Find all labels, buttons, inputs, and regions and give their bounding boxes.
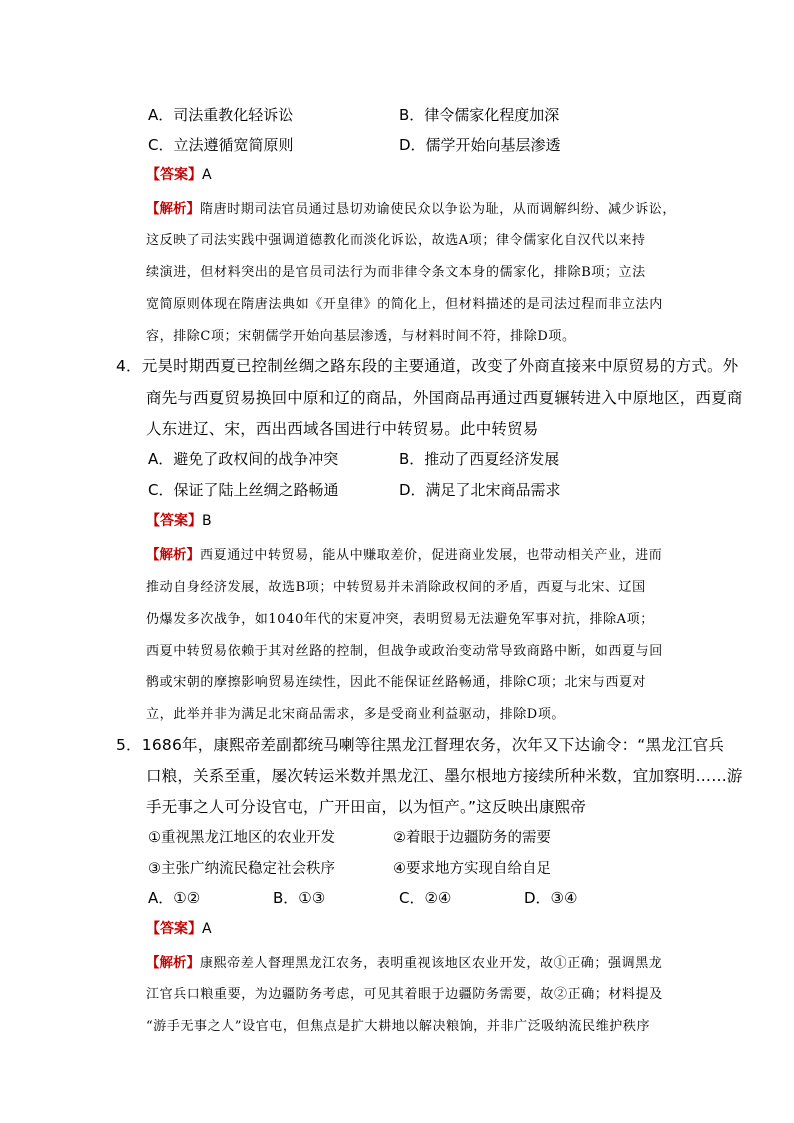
answer-value: A [202,167,212,183]
answer-tag: 【答案】 [146,513,202,529]
explanation-tag: 【解析】 [146,547,200,563]
q4-option-b: B．推动了西夏经济发展 [399,450,560,468]
q4-option-d: D．满足了北宋商品需求 [399,481,561,499]
q3-explanation-line-1: 【解析】隋唐时期司法官员通过恳切劝谕使民众以争讼为耻，从而调解纠纷、减少诉讼， [146,201,677,217]
q5-option-b: B．①③ [273,889,326,907]
q5-explanation-line-1: 【解析】康熙帝差人督理黑龙江农务，表明重视该地区农业开发，故①正确；强调黑龙 [146,955,663,971]
q5-option-c: C．②④ [399,889,452,907]
q5-stem-line-3: 手无事之人可分设官屯，广开田亩，以为恒产。”这反映出康熙帝 [146,798,587,816]
q4-explanation-line-6: 立，此举并非为满足北宋商品需求，多是受商业利益驱动，排除D项。 [146,707,566,722]
q5-explanation-line-3: “游手无事之人”设官屯，但焦点是扩大耕地以解决粮饷，并非广泛吸纳流民维护秩序 [146,1019,651,1034]
q5-answer [146,918,212,938]
q4-explanation-line-4: 西夏中转贸易依赖于其对丝路的控制，但战争或政治变动常导致商路中断，如西夏与回 [146,644,663,659]
q5-stem-line-2: 口粮，关系至重，屡次转运米数并黑龙江、墨尔根地方接续所种米数，宜加察明……游 [146,767,743,785]
q4-option-a: A．避免了政权间的战争冲突 [148,450,339,468]
q5-subitem-4: ④要求地方实现自给自足 [393,861,551,877]
q4-explanation-line-1: 【解析】西夏通过中转贸易，能从中赚取差价，促进商业发展，也带动相关产业，进而 [146,547,663,563]
explanation-tag: 【解析】 [146,955,200,971]
q3-explanation-line-2: 这反映了司法实践中强调道德教化而淡化诉讼，故选A项；律令儒家化自汉代以来持 [146,233,646,248]
q3-option-b: B．律令儒家化程度加深 [399,106,560,124]
q5-subitem-2: ②着眼于边疆防务的需要 [393,830,551,846]
q3-explanation-line-4: 宽简原则体现在隋唐法典如《开皇律》的简化上，但材料描述的是司法过程而非立法内 [146,297,663,312]
q5-option-d: D．③④ [524,889,578,907]
q4-explanation-line-5: 鹘或宋朝的摩擦影响贸易连续性，因此不能保证丝路畅通，排除C项；北宋与西夏对 [146,675,647,690]
q4-option-c: C．保证了陆上丝绸之路畅通 [148,481,339,499]
q5-option-a: A．①② [148,889,201,907]
q3-answer [146,164,212,184]
answer-value: A [202,921,212,937]
q3-option-a: A．司法重教化轻诉讼 [148,106,294,124]
answer-value: B [202,513,212,529]
q4-stem-line-3: 人东进辽、宋，西出西域各国进行中转贸易。此中转贸易 [146,420,539,438]
q4-explanation-line-3: 仍爆发多次战争，如1040年代的宋夏冲突，表明贸易无法避免军事对抗，排除A项； [146,612,654,627]
q3-explanation-line-3: 续演进，但材料突出的是官员司法行为而非律令条文本身的儒家化，排除B项；立法 [146,265,646,280]
q3-option-d: D．儒学开始向基层渗透 [399,136,561,154]
q4-stem-line-1: 4．元昊时期西夏已控制丝绸之路东段的主要通道，改变了外商直接来中原贸易的方式。外 [116,357,739,375]
q3-option-c: C．立法遵循宽简原则 [148,136,294,154]
q3-explanation-line-5: 容，排除C项；宋朝儒学开始向基层渗透，与材料时间不符，排除D项。 [146,329,576,344]
q4-answer [146,510,212,530]
answer-tag: 【答案】 [146,921,202,937]
q5-stem-line-1: 5．1686年，康熙帝差副都统马喇等往黑龙江督理农务，次年又下达谕令：“黑龙江官兵 [116,736,725,754]
explanation-tag: 【解析】 [146,201,200,217]
q5-explanation-line-2: 江官兵口粮重要，为边疆防务考虑，可见其着眼于边疆防务需要，故②正确；材料提及 [146,987,663,1002]
answer-tag: 【答案】 [146,167,202,183]
q4-explanation-line-2: 推动自身经济发展，故选B项；中转贸易并未消除政权间的矛盾，西夏与北宋、辽国 [146,580,646,595]
q5-subitem-3: ③主张广纳流民稳定社会秩序 [148,861,335,877]
q4-stem-line-2: 商先与西夏贸易换回中原和辽的商品，外国商品再通过西夏辗转进入中原地区，西夏商 [146,389,743,407]
q5-subitem-1: ①重视黑龙江地区的农业开发 [148,830,335,846]
